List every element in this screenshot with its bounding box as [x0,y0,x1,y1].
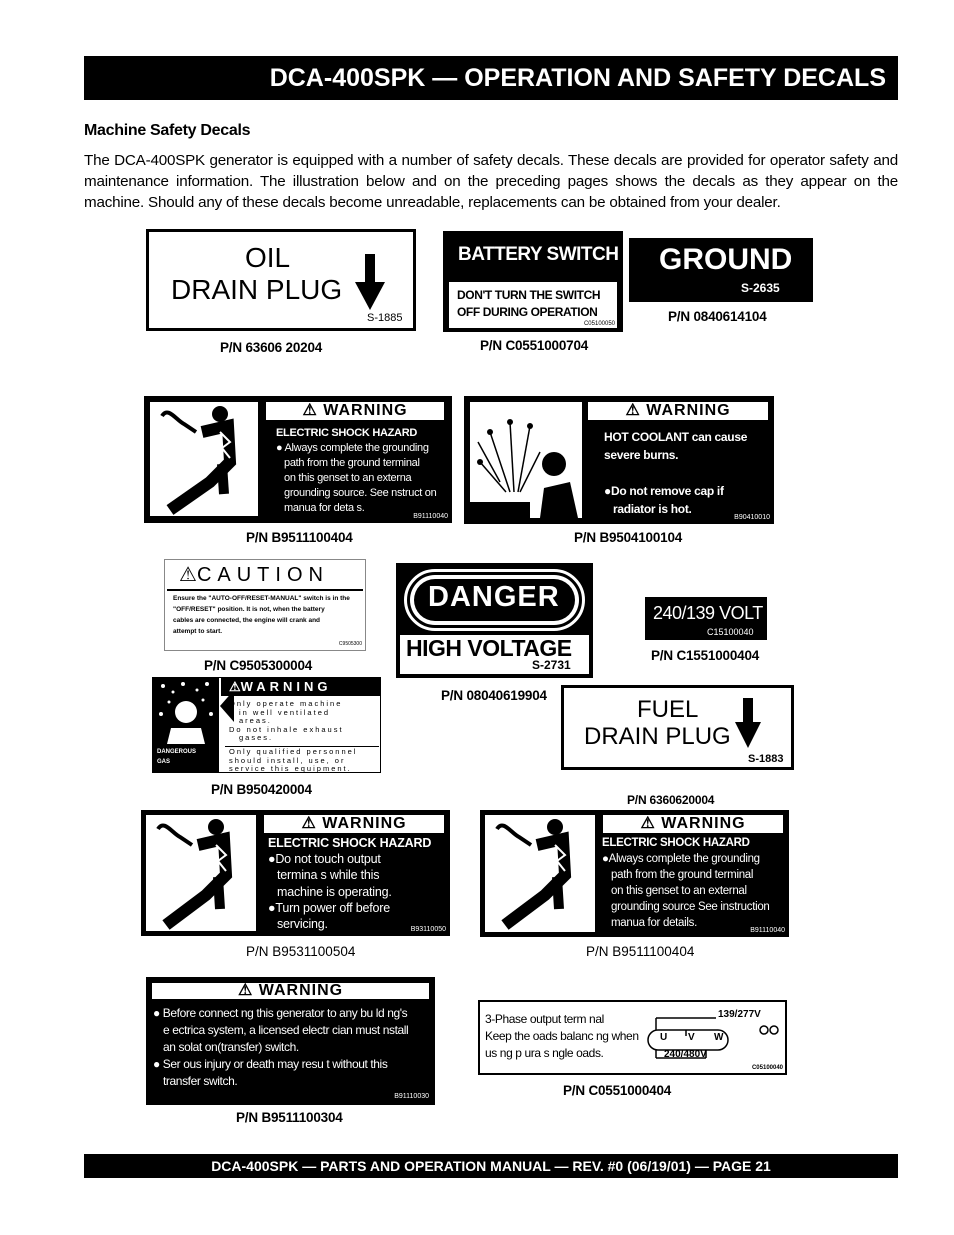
transfer-text [153,1005,408,1090]
part-number: P/N 6360620004 [627,793,715,807]
text-line: Keep the oads balanc ng when [485,1029,639,1043]
caution-divider [167,589,363,591]
text-line: Ensure the "AUTO-OFF/RESET-MANUAL" switch is in the [173,595,350,602]
part-number: P/N 63606 20204 [220,340,323,355]
volt-decal [645,597,767,640]
warning-banner [262,813,446,835]
gas-side2: GAS [157,759,171,765]
text-line: ● Ser ous injury or death may resu t without this [153,1057,388,1071]
terminal-v: V [688,1032,695,1043]
shock-heading: ELECTRIC SHOCK HAZARD [602,837,750,849]
gas-figure [153,678,219,744]
warning-banner [150,981,431,1001]
decal-code: B93110050 [410,926,446,933]
text-line: Only qualified personnel [229,747,358,756]
down-arrow-icon [355,254,385,310]
down-arrow-icon [735,698,761,748]
shock-text [276,426,436,516]
text-line: ●Turn power off before [268,900,390,915]
shock-figure [146,815,256,931]
electric-shock-warning-decal [480,810,789,937]
oil-drain-decal [146,229,416,331]
volt-code: C15100040 [707,627,754,637]
part-number: P/N B9504100104 [574,530,683,545]
page-header [84,56,898,100]
text-line: Do not inhale exhaust [229,724,344,734]
coolant-figure [470,402,582,518]
warning-triangle-icon: ⚠ [302,402,324,419]
part-number: P/N C1551000404 [651,648,760,663]
transfer-switch-warning-decal [146,977,435,1105]
fuel-drain-code: S-1883 [748,753,784,765]
electrocution-figure-icon [146,815,256,931]
part-number: P/N 08040619904 [441,688,547,703]
text-line: 3-Phase output term nal [485,1012,604,1026]
shock-figure [485,815,595,932]
battery-line2: OFF DURING OPERATION [457,305,598,319]
danger-oval-inner [410,575,579,625]
dangerous-gas-warning-decal [152,677,381,773]
text-line: ●Do not remove cap if [604,484,724,498]
warning-label: WARNING [322,815,407,832]
part-number: P/N C0551000404 [563,1083,672,1098]
fuel-drain-decal [561,685,794,770]
decal-code: B91110030 [394,1093,429,1100]
section-heading: Machine Safety Decals [84,122,251,139]
part-number: P/N C9505300004 [204,658,313,673]
caution-decal [164,559,366,651]
warning-label: WARNING [258,982,344,999]
electric-shock-warning-decal [141,810,450,936]
ground-title: GROUND [659,243,793,276]
intro-paragraph: The DCA-400SPK generator is equipped with a number of safety decals. These decals are provided for operator safety and maintenance information. The illustration below and on the preceding pages shows the decals as they appear on the machine. Should any of these decals become unreadable, replacements can be obtained from your dealer. [84,152,898,211]
gas-warning-banner [221,678,381,696]
decal-code: C05100040 [751,1065,783,1071]
warning-banner [601,813,785,835]
gas-inhalation-figure-icon [153,678,219,744]
ground-code: S-2635 [741,281,780,295]
danger-subtitle: HIGH VOLTAGE [406,635,572,661]
part-number: P/N B9511100304 [236,1110,343,1125]
warning-triangle-icon: ⚠ [625,402,647,419]
shock-text [602,835,770,931]
warning-label: WARNING [646,402,731,419]
text-line: gases. [239,733,274,742]
text-line: servicing. [277,917,328,932]
hot-coolant-warning-decal [464,396,774,524]
gas-text [229,700,344,743]
text-line: transfer switch. [163,1074,238,1088]
oil-drain-code: S-1885 [367,312,403,324]
text-line: ●Do not touch output [268,852,381,867]
fuel-drain-line2: DRAIN PLUG [584,723,731,750]
explosion-figure-icon [470,402,582,518]
warning-label: WARNING [661,815,746,832]
warning-triangle-icon: ⚠ [237,982,259,999]
page-footer [84,1154,898,1178]
text-line: Only operate machine [229,699,343,708]
caution-title: CAUTION [196,564,329,586]
text-line: in well ventilated [239,707,331,717]
text-line: on this genset to an externa [284,472,412,484]
warning-triangle-icon: ⚠ [301,815,323,832]
decal-code: B90410010 [734,514,770,521]
text-line: machine is operating. [277,884,392,899]
shock-heading: ELECTRIC SHOCK HAZARD [268,836,432,850]
part-number: P/N B9511100404 [586,944,695,959]
ground-decal [629,238,813,302]
decal-code: B91110040 [413,513,448,520]
oil-drain-line1: OIL [245,242,291,273]
caution-text [173,593,350,637]
phase-text [485,1011,639,1062]
text-line: grounding source See instruction [611,901,770,913]
page-title: DCA-400SPK — OPERATION AND SAFETY DECALS [269,64,886,92]
danger-code: S-2731 [532,658,571,672]
caution-title-row [179,562,329,587]
battery-text-box [449,282,617,328]
terminal-w: W [714,1032,724,1043]
part-number: P/N B9511100404 [246,530,353,545]
danger-title: DANGER [428,581,560,613]
danger-high-voltage-decal [396,563,593,678]
shock-figure [150,402,258,516]
text-line: on this genset to an external [611,885,747,897]
text-line: grounding source. See nstruct on [284,487,437,499]
text-line: "OFF/RESET" position. It is not, when the battery [173,606,325,613]
text-line: cables are connected, the engine will crank and [173,617,321,624]
warning-label: WARNING [323,402,408,419]
oil-drain-line2: DRAIN PLUG [171,274,343,305]
electrocution-figure-icon [150,402,258,516]
text-line: an solat on(transfer) switch. [163,1040,299,1054]
text-line: path from the ground terminal [284,457,420,469]
text-line: manua for deta s. [284,502,365,514]
text-line: manua for details. [611,917,698,929]
gas-side-label [153,744,219,773]
fuel-drain-line1: FUEL [637,696,699,723]
text-line: radiator is hot. [613,502,692,516]
text-line: areas. [239,716,272,725]
text-line: path from the ground terminal [611,869,754,881]
part-number: P/N B950420004 [211,782,312,797]
text-line: severe burns. [604,448,679,462]
text-line: should install, use, or [229,755,346,765]
text-line: ● Before connect ng this generator to any bu ld ng's [153,1006,408,1020]
battery-code: C05100050 [583,321,615,327]
gas-text-2 [229,748,357,774]
battery-line1: DON'T TURN THE SWITCH [457,288,601,302]
text-line: service this equipment. [229,764,352,773]
electrocution-figure-icon [485,815,595,932]
text-line: e ectrica system, a licensed electr cian must nstall [163,1023,409,1037]
decal-code: C9505300 [338,641,362,647]
voltage-label-1: 139/277V [718,1009,761,1020]
footer-text: DCA-400SPK — PARTS AND OPERATION MANUAL — REV. #0 (06/19/01) — PAGE 21 [211,1158,771,1174]
danger-lower [400,635,589,674]
warning-banner [586,400,770,422]
volt-title: 240/139 VOLT [653,603,763,623]
warning-banner [264,400,446,422]
warning-triangle-icon: ⚠ [229,679,241,694]
voltage-label-2: 240/480V [664,1049,707,1060]
terminal-u: U [660,1032,668,1043]
text-line: HOT COOLANT can cause [604,430,748,444]
shock-heading: ELECTRIC SHOCK HAZARD [276,427,417,439]
text-line: us ng p ura s ngle oads. [485,1046,604,1060]
warning-label: WARNING [240,679,332,694]
text-line: ● Always complete the grounding [276,442,429,454]
gas-side1: DANGEROUS [157,749,197,755]
coolant-text [604,428,747,518]
decal-code: B91110040 [750,927,785,934]
part-number: P/N B9531100504 [246,944,356,959]
warning-triangle-icon: ⚠ [640,815,662,832]
text-line: attempt to start. [173,628,223,635]
text-line: ●Always complete the grounding [602,853,760,865]
warning-triangle-icon: ⚠ [179,564,197,586]
text-line: termina s while this [277,868,380,883]
shock-text [268,835,431,932]
part-number: P/N C0551000704 [480,338,589,353]
three-phase-output-decal [478,1000,787,1075]
battery-title: BATTERY SWITCH [458,244,619,265]
electric-shock-warning-decal [144,396,452,523]
battery-switch-decal [443,231,623,332]
part-number: P/N 0840614104 [668,309,767,324]
